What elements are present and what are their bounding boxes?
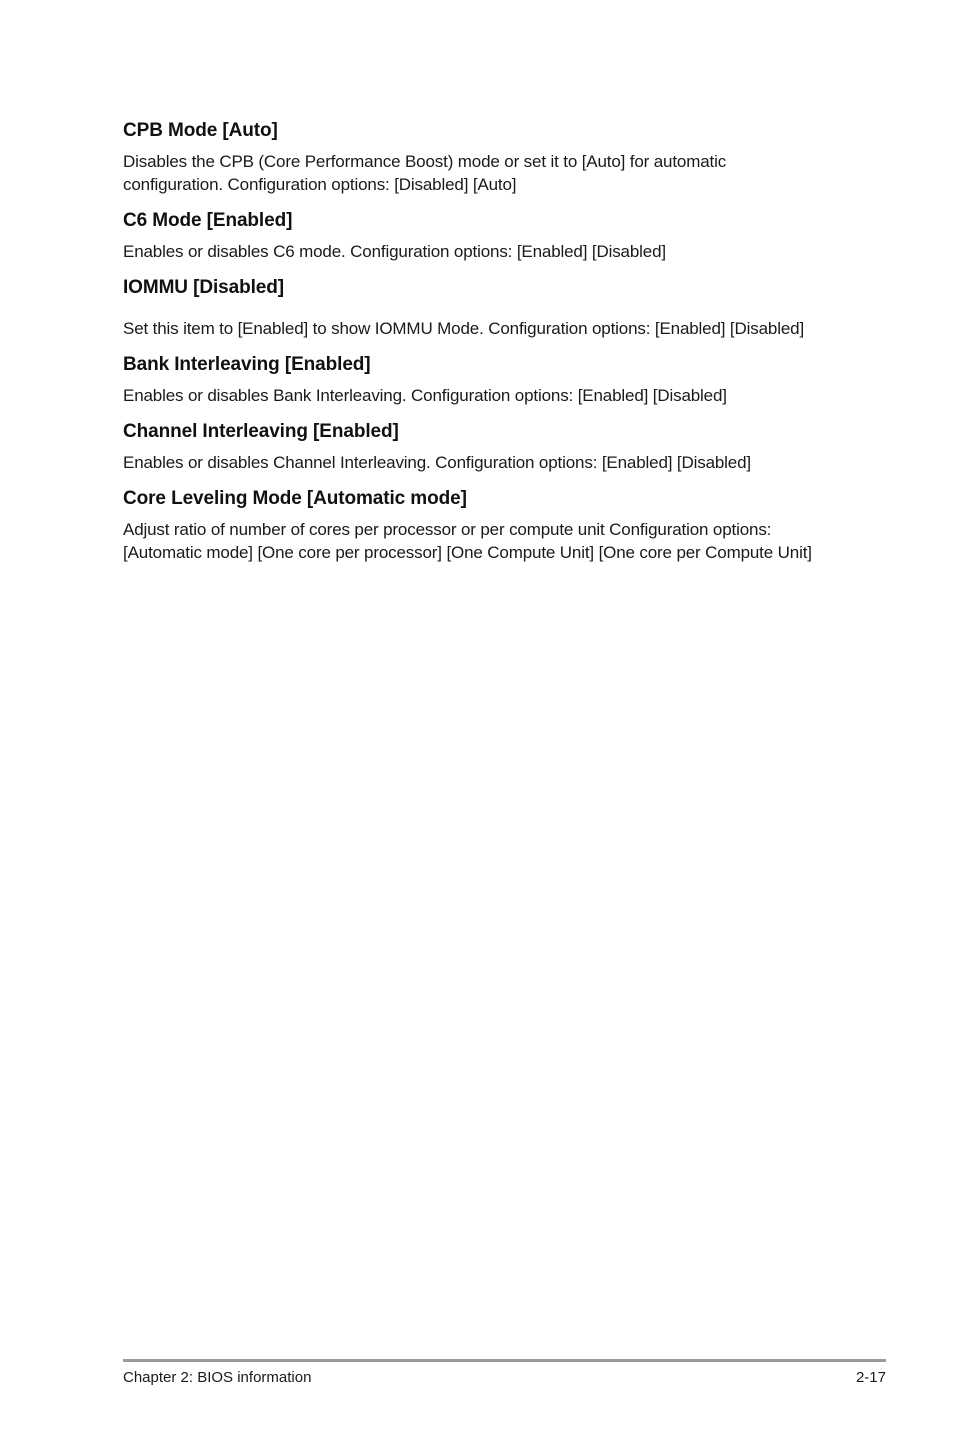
page-footer (123, 1359, 886, 1388)
section-description (123, 451, 863, 474)
section-description (123, 317, 863, 340)
section-c6-mode (123, 208, 863, 263)
footer-page-number: 2-17 (855, 1369, 886, 1386)
section-heading: Channel Interleaving [Enabled] (123, 421, 399, 442)
description-line: Set this item to [Enabled] to show IOMMU Mode. Configuration options: [Enabled] [Disabled] (123, 319, 805, 338)
section-heading: C6 Mode [Enabled] (123, 210, 293, 231)
section-description (123, 384, 863, 407)
section-bank-interleaving (123, 352, 863, 407)
section-heading: Core Leveling Mode [Automatic mode] (123, 488, 467, 509)
description-line: Enables or disables Bank Interleaving. Configuration options: [Enabled] [Disabled] (123, 386, 727, 405)
section-heading: Bank Interleaving [Enabled] (123, 354, 371, 375)
description-line: Enables or disables Channel Interleaving. Configuration options: [Enabled] [Disabled] (123, 453, 751, 472)
section-heading: IOMMU [Disabled] (123, 277, 284, 298)
section-description (123, 518, 863, 564)
description-line: Enables or disables C6 mode. Configuration options: [Enabled] [Disabled] (123, 242, 666, 261)
description-line: Adjust ratio of number of cores per processor or per compute unit Configuration options: (123, 520, 772, 539)
footer-chapter: Chapter 2: BIOS information (123, 1369, 312, 1386)
description-line: Disables the CPB (Core Performance Boost) mode or set it to [Auto] for automatic (123, 152, 727, 171)
section-iommu (123, 275, 863, 340)
description-line: configuration. Configuration options: [Disabled] [Auto] (123, 175, 517, 194)
section-channel-interleaving (123, 419, 863, 474)
section-description (123, 240, 863, 263)
section-core-leveling-mode (123, 486, 863, 564)
section-heading: CPB Mode [Auto] (123, 120, 278, 141)
description-line: [Automatic mode] [One core per processor] [One Compute Unit] [One core per Compute Unit] (123, 543, 812, 562)
page-content (123, 118, 863, 564)
section-description (123, 150, 863, 196)
section-cpb-mode (123, 118, 863, 196)
